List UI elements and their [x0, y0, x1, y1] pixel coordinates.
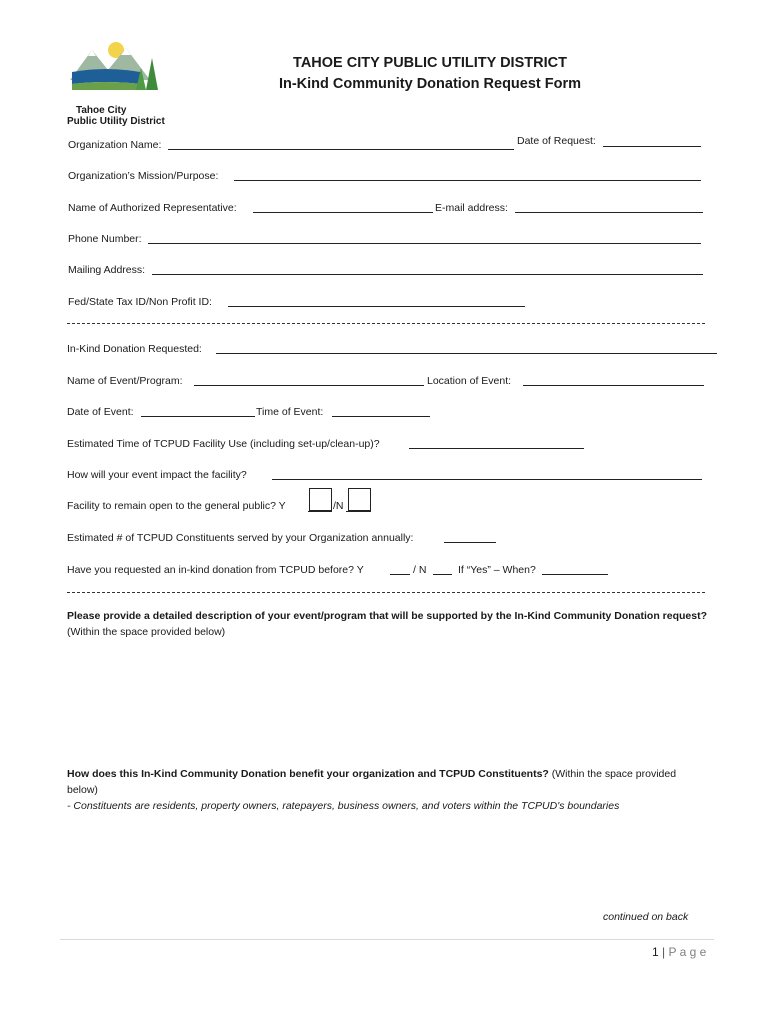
footer-rule	[60, 939, 714, 940]
rep-field[interactable]	[253, 212, 433, 213]
open-public-label: Facility to remain open to the general public? Y	[67, 500, 286, 512]
event-date-label: Date of Event:	[67, 406, 134, 418]
requested-before-when-label: If “Yes” – When?	[458, 564, 536, 576]
logo-text-line2: Public Utility District	[67, 116, 165, 127]
page-subtitle: In-Kind Community Donation Request Form	[278, 76, 582, 92]
page-number-separator: |	[662, 945, 669, 959]
event-name-field[interactable]	[194, 385, 424, 386]
facility-time-label: Estimated Time of TCPUD Facility Use (including set-up/clean-up)?	[67, 438, 380, 450]
logo-text-line1: Tahoe City	[76, 105, 127, 116]
impact-field[interactable]	[272, 479, 702, 480]
donation-label: In-Kind Donation Requested:	[67, 343, 202, 355]
open-public-no-underline	[346, 511, 371, 512]
phone-field[interactable]	[148, 243, 701, 244]
location-label: Location of Event:	[427, 375, 512, 387]
benefit-answer-area[interactable]	[67, 820, 707, 905]
event-time-field[interactable]	[332, 416, 430, 417]
tax-id-label: Fed/State Tax ID/Non Profit ID:	[68, 296, 212, 308]
page-number-value: 1	[652, 945, 659, 959]
email-label: E-mail address:	[435, 202, 508, 214]
constituents-definition: - Constituents are residents, property owners, ratepayers, business owners, and voters within the TCPUD's boundaries	[67, 800, 620, 812]
event-time-label: Time of Event:	[256, 406, 324, 418]
impact-label: How will your event impact the facility?	[67, 469, 247, 481]
email-field[interactable]	[515, 212, 703, 213]
donation-field[interactable]	[216, 353, 717, 354]
constituents-label: Estimated # of TCPUD Constituents served by your Organization annually:	[67, 532, 414, 544]
page-number	[652, 945, 706, 959]
facility-time-field[interactable]	[409, 448, 584, 449]
page-title: TAHOE CITY PUBLIC UTILITY DISTRICT	[293, 55, 567, 71]
phone-label: Phone Number:	[68, 233, 142, 245]
date-request-field[interactable]	[603, 146, 701, 147]
event-date-field[interactable]	[141, 416, 255, 417]
requested-before-no-label: / N	[413, 564, 427, 576]
requested-before-when-field[interactable]	[542, 574, 608, 575]
section-divider-2	[67, 592, 705, 593]
mountain-lake-logo-icon	[66, 40, 166, 100]
mission-field[interactable]	[234, 180, 701, 181]
mailing-label: Mailing Address:	[68, 264, 146, 276]
tax-id-field[interactable]	[228, 306, 525, 307]
open-public-no-checkbox[interactable]	[348, 488, 371, 511]
constituents-field[interactable]	[444, 542, 496, 543]
benefit-question	[67, 766, 677, 798]
open-public-yes-underline	[308, 511, 332, 512]
continued-on-back: continued on back	[603, 911, 689, 923]
district-logo	[66, 40, 166, 127]
section-divider	[67, 323, 705, 324]
location-field[interactable]	[523, 385, 704, 386]
open-public-yes-checkbox[interactable]	[309, 488, 332, 511]
description-question-note: (Within the space provided below)	[67, 626, 226, 638]
event-name-label: Name of Event/Program:	[67, 375, 183, 387]
benefit-question-note: (Within the space provided below)	[67, 768, 677, 796]
date-request-label: Date of Request:	[517, 135, 596, 147]
rep-label: Name of Authorized Representative:	[68, 202, 237, 214]
mailing-field[interactable]	[152, 274, 703, 275]
requested-before-label: Have you requested an in-kind donation from TCPUD before? Y	[67, 564, 364, 576]
description-question	[67, 608, 707, 640]
description-question-bold: Please provide a detailed description of your event/program that will be supported by the In-Kind Community Donation request?	[67, 610, 707, 622]
benefit-question-bold: How does this In-Kind Community Donation benefit your organization and TCPUD Constituents?	[67, 768, 549, 780]
page-number-label: P a g e	[668, 945, 707, 959]
requested-before-yes-field[interactable]	[390, 574, 410, 575]
mission-label: Organization’s Mission/Purpose:	[68, 170, 219, 182]
requested-before-no-field[interactable]	[433, 574, 452, 575]
org-name-label: Organization Name:	[68, 139, 162, 151]
org-name-field[interactable]	[168, 149, 514, 150]
open-public-no-label: /N	[333, 500, 344, 512]
description-answer-area[interactable]	[67, 645, 707, 760]
